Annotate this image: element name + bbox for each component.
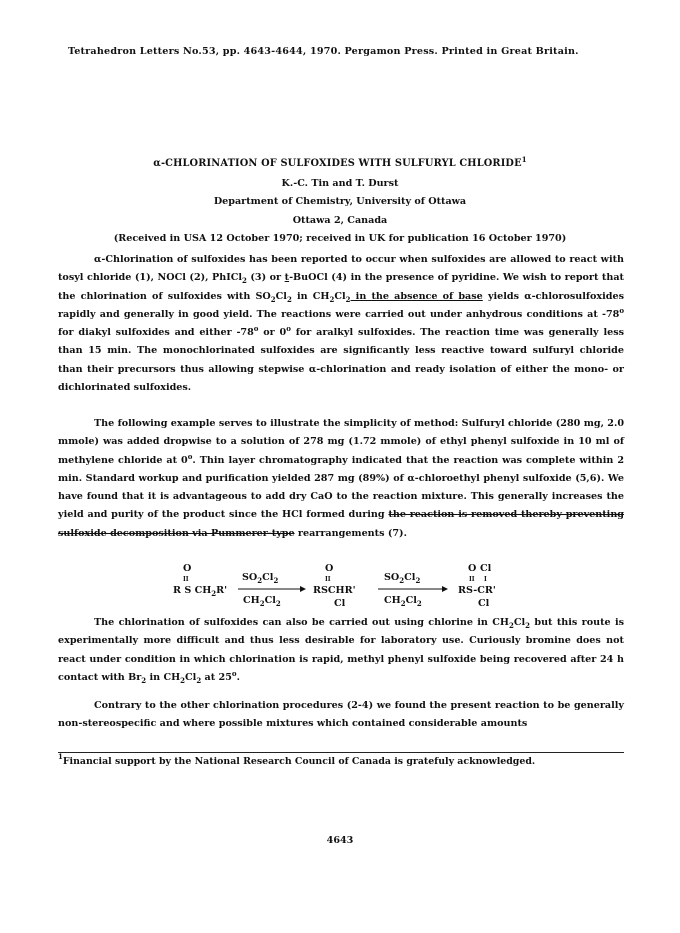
arrow-head-2 bbox=[442, 586, 448, 592]
footnote-divider bbox=[58, 752, 624, 753]
svg-text:I: I bbox=[484, 576, 487, 583]
svg-text:II: II bbox=[325, 576, 331, 583]
received-dates: (Received in USA 12 October 1970; received in UK for publication 16 October 1970) bbox=[113, 233, 567, 244]
svg-text:Cl: Cl bbox=[480, 563, 492, 574]
sulfoxide-start bbox=[173, 563, 227, 598]
absence-of-base-emphasis: in the absence of base bbox=[350, 290, 483, 302]
journal-header: Tetrahedron Letters No.53, pp. 4643-4644, 1970. Pergamon Press. Printed in Great Britain. bbox=[68, 46, 579, 57]
svg-text:SO2Cl2: $SO_2Cl_2$ bbox=[384, 572, 421, 585]
svg-text:RSCHR': RSCHR' bbox=[313, 585, 356, 596]
article-title bbox=[0, 155, 680, 169]
title-text: α-CHLORINATION OF SULFOXIDES WITH SULFURYL CHLORIDE bbox=[153, 158, 522, 169]
monochloro-sulfoxide bbox=[313, 563, 356, 609]
authors: K.-C. Tin and T. Durst bbox=[281, 178, 399, 189]
svg-text:II: II bbox=[469, 576, 475, 583]
svg-text:O: O bbox=[468, 563, 477, 574]
footnote-text: Financial support by the National Research Council of Canada is gratefuly acknowledged. bbox=[62, 756, 536, 767]
page-number: 4643 bbox=[326, 835, 354, 846]
svg-text:CH2Cl2: $CH_2Cl_2$ bbox=[243, 595, 281, 608]
reaction-arrow-1 bbox=[238, 572, 306, 608]
svg-text:SO2Cl2: $SO_2Cl_2$ bbox=[242, 572, 279, 585]
paragraph-2: The following example serves to illustrate the simplicity of method: Sulfuryl chloride (280 mg, 2.0 mmole) was added dropwise to a solution of 278 mg (1.72 mmole) of ethyl phenyl sulfoxide in 10 ml of methylene chloride at 0$^o$. Thin layer chromatography indicated that the reaction was complete within 2 min. Standard workup and purification yielded 287 mg (89%) of α-chloroethyl phenyl sulfoxide (5,6). We have found that it is advantageous to add dry CaO to the reaction mixture. This generally increases the yield and purity of the product since the HCl formed during the reaction is removed thereby preventing sulfoxide decomposition via Pummerer-type rearrangements (7). bbox=[58, 418, 625, 539]
footnote bbox=[58, 752, 624, 767]
svg-text:Cl: Cl bbox=[334, 598, 346, 609]
reaction-arrow-2 bbox=[378, 572, 448, 608]
svg-text:II: II bbox=[183, 576, 189, 583]
svg-text:O: O bbox=[325, 563, 334, 574]
dichloro-sulfoxide bbox=[458, 563, 496, 609]
svg-text:Cl: Cl bbox=[478, 598, 490, 609]
svg-text:O: O bbox=[183, 563, 192, 574]
paragraph-4: Contrary to the other chlorination procedures (2-4) we found the present reaction to be generally non-stereospecific and where possible mixtures which contained considerable amounts bbox=[58, 700, 624, 730]
reaction-scheme bbox=[0, 560, 680, 620]
title-footnote-marker: 1 bbox=[521, 155, 527, 164]
svg-text:R S CH2R': R S $CH_2R'$ bbox=[173, 585, 228, 598]
paragraph-1: α-Chlorination of sulfoxides has been reported to occur when sulfoxides are allowed to react with tosyl chloride (1), NOCl (2), PhICl$_2$ (3) or t-BuOCl (4) in the presence of pyridine. We wish to report that the chlorination of sulfoxides with $SO_2Cl_2$ in $CH_2Cl_2$ in the absence of base yields α-chlorosulfoxides rapidly and generally in good yield. The reactions were carried out under anhydrous conditions at -78$^o$ for diakyl sulfoxides and either -78$^o$ or 0$^o$ for aralkyl sulfoxides. The reaction time was generally less than 15 min. The monochlorinated sulfoxides are significantly less reactive toward sulfuryl chloride than their precursors thus allowing stepwise α-chlorination and ready isolation of either the mono- or dichlorinated sulfoxides. bbox=[58, 254, 625, 394]
struck-text: the reaction is removed thereby preventing sulfoxide decomposition via Pummerer-type bbox=[58, 509, 624, 539]
svg-text:RS-CR': RS-CR' bbox=[458, 585, 496, 596]
footnote-marker: 1 bbox=[58, 752, 63, 761]
location: Ottawa 2, Canada bbox=[292, 215, 388, 226]
arrow-head-1 bbox=[300, 586, 306, 592]
svg-text:CH2Cl2: $CH_2Cl_2$ bbox=[384, 595, 422, 608]
affiliation: Department of Chemistry, University of Ottawa bbox=[213, 196, 467, 207]
paragraph-3: The chlorination of sulfoxides can also be carried out using chlorine in $CH_2Cl_2$ but this route is experimentally more difficult and thus less desirable for laboratory use. Curiously bromine does not react under condition in which chlorination is rapid, methyl phenyl sulfoxide being recovered after 24 h contact with $Br_2$ in $CH_2Cl_2$ at 25$^o$. bbox=[58, 617, 625, 685]
